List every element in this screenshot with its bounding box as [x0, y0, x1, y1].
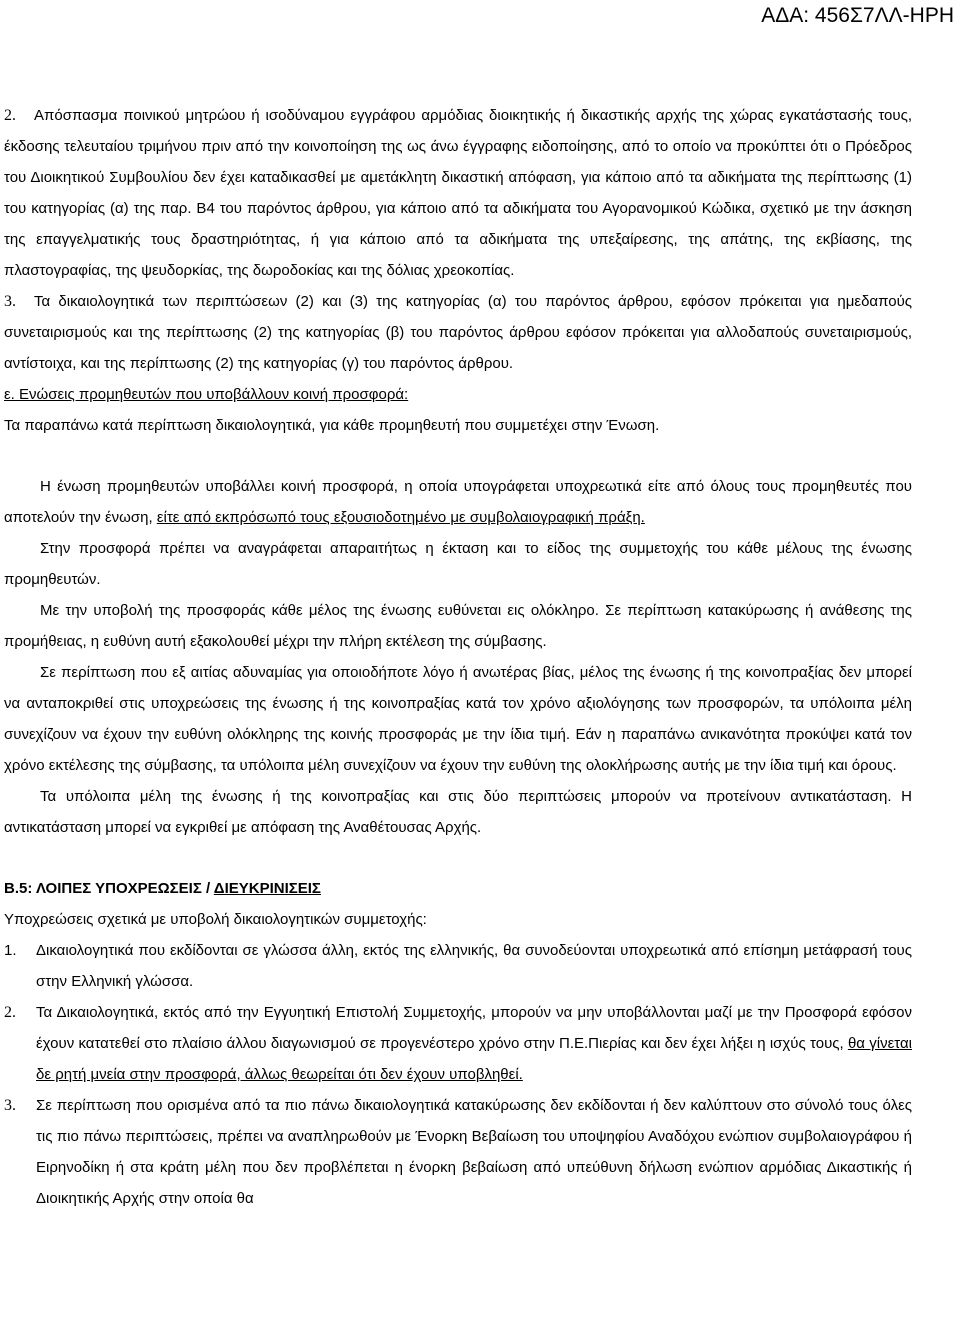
- paragraph-replacement: Τα υπόλοιπα μέλη της ένωσης ή της κοινοπραξίας και στις δύο περιπτώσεις μπορούν να προτείνουν αντικατάσταση. Η αντικατάσταση μπορεί να εγκριθεί με απόφαση της Αναθέτουσας Αρχής.: [4, 788, 912, 836]
- b5-item-1-text: Δικαιολογητικά που εκδίδονται σε γλώσσα άλλη, εκτός της ελληνικής, θα συνοδεύονται υποχρεωτικά από επίσημη μετάφρασή τους στην Ελληνική γλώσσα.: [36, 942, 912, 990]
- b5-item-1-number: 1.: [4, 942, 17, 959]
- item-2: [4, 100, 912, 286]
- section-b5-heading-underlined: ΔΙΕΥΚΡΙΝΙΣΕΙΣ: [213, 880, 321, 897]
- spacer: [4, 441, 912, 471]
- item-2-number: 2.: [4, 107, 16, 124]
- spacer: [4, 843, 912, 873]
- section-e-heading: [4, 379, 912, 410]
- item-2-text: Απόσπασμα ποινικού μητρώου ή ισοδύναμου εγγράφου αρμόδιας διοικητικής ή δικαστικής αρχής της χώρας εγκατάστασής τους, έκδοσης τελευταίου τριμήνου πριν από την κοινοποίηση της ως άνω έγγραφης ειδοποίησης, από το οποίο να προκύπτει ότι ο Πρόεδρος του Διοικητικού Συμβουλίου δεν έχει καταδικασθεί με αμετάκλητη δικαστική απόφαση, για κάποιο από τα αδικήματα της περίπτωσης (1) του κατηγορίας (α) της παρ. Β4 του παρόντος άρθρου, για κάποιο από τα αδικήματα του Αγορανομικού Κώδικα, σχετικό με την άσκηση της επαγγελματικής τους δραστηριότητας, ή για κάποιο από τα αδικήματα της υπεξαίρεσης, της απάτης, της εκβίασης, της πλαστογραφίας, της ψευδορκίας, της δωροδοκίας και της δόλιας χρεοκοπίας.: [4, 107, 912, 279]
- paragraph-participation-extent: Στην προσφορά πρέπει να αναγράφεται απαραιτήτως η έκταση και το είδος της συμμετοχής του κάθε μέλους της ένωσης προμηθευτών.: [4, 540, 912, 588]
- b5-item-2-text: Τα Δικαιολογητικά, εκτός από την Εγγυητική Επιστολή Συμμετοχής, μπορούν να μην υποβάλλονται μαζί με την Προσφορά εφόσον έχουν κατατεθεί στο πλαίσιο άλλου διαγωνισμού σε προγενέστερο χρόνο στην Π.Ε.Πιερίας και δεν έχει λήξει η ισχύς τους,: [36, 1004, 912, 1052]
- section-b5-heading: [4, 873, 912, 904]
- paragraph-consortium-offer-start: Η ένωση προμηθευτών υποβάλλει κοινή προσφορά, η οποία υπογράφεται υποχρεωτικά είτε από όλους τους προμηθευτές που αποτελούν την ένωση,: [4, 478, 912, 526]
- b5-item-3: [4, 1090, 912, 1214]
- b5-item-3-text: Σε περίπτωση που ορισμένα από τα πιο πάνω δικαιολογητικά κατακύρωσης δεν εκδίδονται ή δεν καλύπτουν στο σύνολό τους όλες τις πιο πάνω περιπτώσεις, πρέπει να αναπληρωθούν με Ένορκη Βεβαίωση του υποψηφίου Αναδόχου ενώπιον συμβολαιογράφου ή Ειρηνοδίκη ή στα κράτη μέλη που δεν προβλέπεται η ένορκη βεβαίωση από υπεύθυνη δήλωση ενώπιον αρμόδιας Δικαστικής ή Διοικητικής Αρχής στην οποία θα: [36, 1097, 912, 1207]
- paragraph-joint-liability: Με την υποβολή της προσφοράς κάθε μέλος της ένωσης ευθύνεται εις ολόκληρο. Σε περίπτωση κατακύρωσης ή ανάθεσης της προμήθειας, η ευθύνη αυτή εξακολουθεί μέχρι την πλήρη εκτέλεση της σύμβασης.: [4, 602, 912, 650]
- paragraph-consortium-offer-underlined: είτε από εκπρόσωπό τους εξουσιοδοτημένο με συμβολαιογραφική πράξη.: [156, 509, 645, 526]
- paragraph-consortium-offer: [4, 471, 912, 533]
- b5-item-1: [4, 935, 912, 997]
- item-3: [4, 286, 912, 379]
- ada-header: ΑΔΑ: 456Σ7ΛΛ-ΗΡΗ: [761, 4, 954, 27]
- section-e-text: Τα παραπάνω κατά περίπτωση δικαιολογητικά, για κάθε προμηθευτή που συμμετέχει στην Ένωση.: [4, 417, 660, 434]
- b5-item-2-underlined: θα γίνεται δε ρητή μνεία στην προσφορά, άλλως θεωρείται ότι δεν έχουν υποβληθεί.: [36, 1035, 912, 1083]
- section-b5-heading-start: Β.5: ΛΟΙΠΕΣ ΥΠΟΧΡΕΩΣΕΙΣ /: [4, 880, 214, 897]
- b5-item-2: [4, 997, 912, 1090]
- b5-item-3-number: 3.: [4, 1097, 16, 1114]
- section-b5-intro: Υποχρεώσεις σχετικά με υποβολή δικαιολογητικών συμμετοχής:: [4, 911, 427, 928]
- document-body: [4, 100, 912, 1214]
- item-3-number: 3.: [4, 293, 16, 310]
- b5-item-2-number: 2.: [4, 1004, 16, 1021]
- paragraph-member-inability: Σε περίπτωση που εξ αιτίας αδυναμίας για οποιοδήποτε λόγο ή ανωτέρας βίας, μέλος της ένωσης ή της κοινοπραξίας δεν μπορεί να ανταποκριθεί στις υποχρεώσεις της ένωσης ή της κοινοπραξίας κατά τον χρόνο αξιολόγησης των προσφορών, τα υπόλοιπα μέλη συνεχίζουν να έχουν την ευθύνη ολόκληρης της κοινής προσφοράς με την ίδια τιμή. Εάν η παραπάνω ανικανότητα προκύψει κατά τον χρόνο εκτέλεσης της σύμβασης, τα υπόλοιπα μέλη συνεχίζουν να έχουν την ευθύνη της ολοκλήρωσης αυτής με την ίδια τιμή και όρους.: [4, 664, 912, 774]
- item-3-text: Τα δικαιολογητικά των περιπτώσεων (2) και (3) της κατηγορίας (α) του παρόντος άρθρου, εφόσον πρόκειται για ημεδαπούς συνεταιρισμούς και της περίπτωσης (2) της κατηγορίας (β) του παρόντος άρθρου εφόσον πρόκειται για αλλοδαπούς συνεταιρισμούς, αντίστοιχα, και της περίπτωσης (2) της κατηγορίας (γ) του παρόντος άρθρου.: [4, 293, 912, 372]
- section-e-heading-text: ε. Ενώσεις προμηθευτών που υποβάλλουν κοινή προσφορά:: [4, 386, 409, 403]
